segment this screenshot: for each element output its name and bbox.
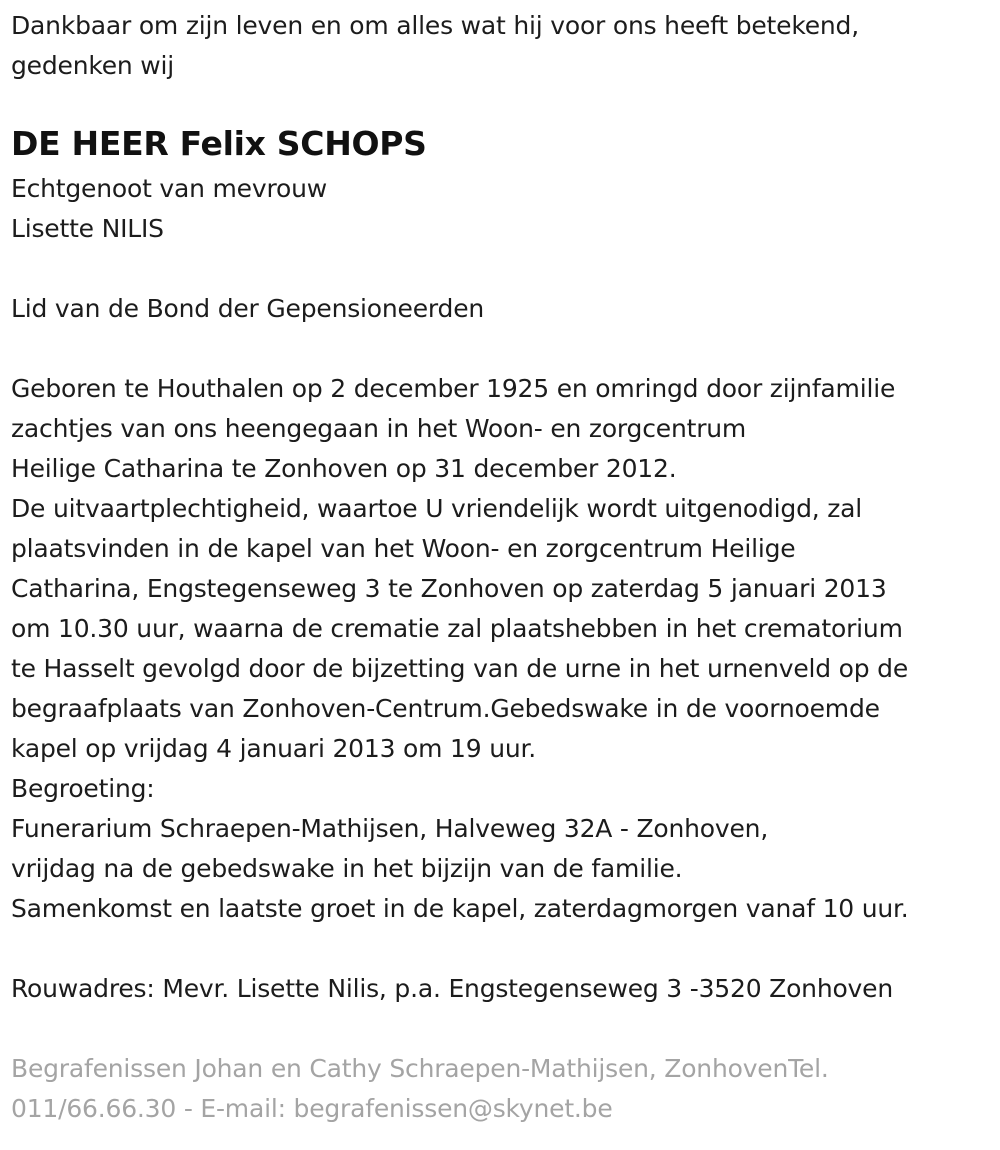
body-line: De uitvaartplechtigheid, waartoe U vriendelijk wordt uitgenodigd, zal <box>11 494 863 523</box>
body-line: Geboren te Houthalen op 2 december 1925 en omringd door zijnfamilie <box>11 374 896 403</box>
body-line: Begroeting: <box>11 774 155 803</box>
funeral-home-footer <box>11 1049 991 1129</box>
body-line: begraafplaats van Zonhoven-Centrum.Gebedswake in de voornoemde <box>11 694 880 723</box>
body-line: om 10.30 uur, waarna de crematie zal plaatshebben in het crematorium <box>11 614 903 643</box>
body-line: Funerarium Schraepen-Mathijsen, Halveweg 32A - Zonhoven, <box>11 814 769 843</box>
body-line: kapel op vrijdag 4 januari 2013 om 19 uur. <box>11 734 537 763</box>
spouse-line: Echtgenoot van mevrouw <box>11 174 327 203</box>
body-line: vrijdag na de gebedswake in het bijzijn van de familie. <box>11 854 683 883</box>
body-line: zachtjes van ons heengegaan in het Woon- en zorgcentrum <box>11 414 747 443</box>
obituary-notice <box>11 6 991 1129</box>
body-section <box>11 369 991 929</box>
body-line: te Hasselt gevolgd door de bijzetting van de urne in het urnenveld op de <box>11 654 909 683</box>
spacer <box>11 929 991 969</box>
intro-line: gedenken wij <box>11 51 175 80</box>
spacer <box>11 249 991 289</box>
footer-line: 011/66.66.30 - E-mail: begrafenissen@skynet.be <box>11 1094 613 1123</box>
membership-line: Lid van de Bond der Gepensioneerden <box>11 294 485 323</box>
spouse-section <box>11 169 991 249</box>
spouse-line: Lisette NILIS <box>11 214 164 243</box>
intro-line: Dankbaar om zijn leven en om alles wat hij voor ons heeft betekend, <box>11 11 859 40</box>
body-line: Heilige Catharina te Zonhoven op 31 december 2012. <box>11 454 677 483</box>
body-line: Catharina, Engstegenseweg 3 te Zonhoven op zaterdag 5 januari 2013 <box>11 574 887 603</box>
body-line: Samenkomst en laatste groet in de kapel, zaterdagmorgen vanaf 10 uur. <box>11 894 909 923</box>
intro-section <box>11 6 991 86</box>
deceased-name: DE HEER Felix SCHOPS <box>11 124 427 163</box>
mourning-address: Rouwadres: Mevr. Lisette Nilis, p.a. Engstegenseweg 3 -3520 Zonhoven <box>11 974 893 1003</box>
spacer <box>11 329 991 369</box>
footer-line: Begrafenissen Johan en Cathy Schraepen-Mathijsen, ZonhovenTel. <box>11 1054 829 1083</box>
body-line: plaatsvinden in de kapel van het Woon- en zorgcentrum Heilige <box>11 534 796 563</box>
spacer <box>11 1009 991 1049</box>
